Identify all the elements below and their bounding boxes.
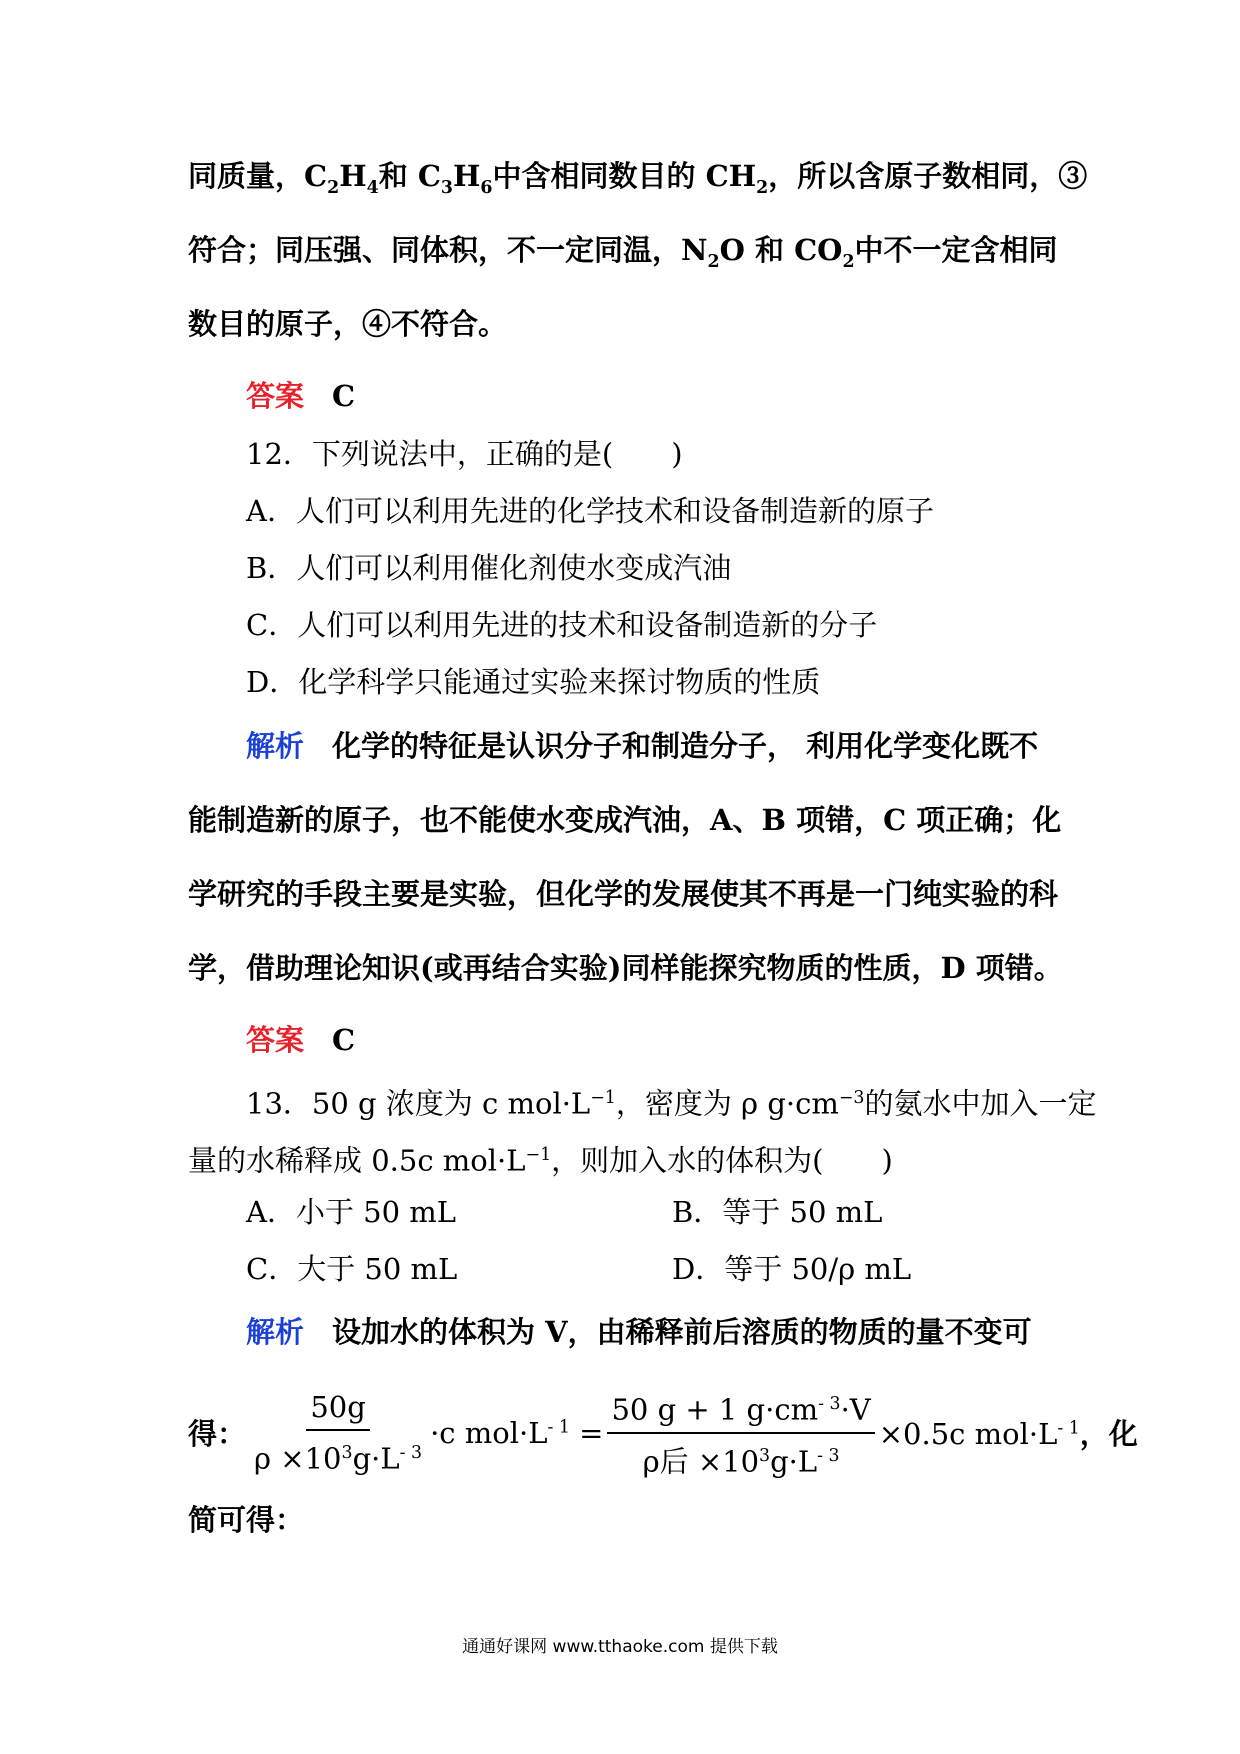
option-c: C．人们可以利用先进的技术和设备制造新的分子 xyxy=(246,608,878,642)
option-a: A．人们可以利用先进的化学技术和设备制造新的原子 xyxy=(246,494,934,528)
text-line: 数目的原子，④不符合。 xyxy=(188,307,508,341)
question-stem: 量的水稀释成 0.5c $mol\cdot L^{-1}$，则加入水的体积为( ) xyxy=(188,1143,893,1178)
answer-value: C xyxy=(332,1023,356,1057)
analysis-line: 学研究的手段主要是实验，但化学的发展使其不再是一门纯实验的科 xyxy=(188,877,1059,911)
footer: 通通好课网 www.tthaoke.com 提供下载 xyxy=(462,1637,778,1657)
analysis-label: 解析 xyxy=(246,1315,305,1349)
text-line: 符合；同压强、同体积，不一定同温，$N_2O$ 和 $CO_2$中不一定含相同 xyxy=(188,233,1058,272)
option-d: D．化学科学只能通过实验来探讨物质的性质 xyxy=(246,665,821,699)
analysis-line: 学，借助理论知识(或再结合实验)同样能探究物质的性质，D 项错。 xyxy=(188,951,1063,985)
answer-label: 答案 xyxy=(246,1023,305,1057)
analysis-line: 简可得： xyxy=(188,1503,305,1537)
option-d: D．等于 50/ρ mL xyxy=(672,1252,912,1286)
fraction-right: $\frac{50 g + 1 g\cdot cm^{- 3}\cdot V}{\rho 后 \times 10^3g\cdot L^{- 3}}$ xyxy=(607,1384,874,1481)
option-c: C．大于 50 mL xyxy=(246,1252,458,1286)
question-stem: 13．50 g 浓度为 c $mol\cdot L^{-1}$，密度为 ρ $g\cdot cm^{-3}$的氨水中加入一定 xyxy=(246,1086,1097,1121)
answer-line xyxy=(246,1020,355,1060)
answer-value: C xyxy=(332,379,356,413)
option-a: A．小于 50 mL xyxy=(246,1195,457,1229)
analysis-line: 解析 设加水的体积为 V，由稀释前后溶质的物质的量不变可 xyxy=(246,1315,1032,1349)
question-stem: 12．下列说法中，正确的是( ) xyxy=(246,437,683,471)
option-b: B．人们可以利用催化剂使水变成汽油 xyxy=(246,551,732,585)
answer-label: 答案 xyxy=(246,379,305,413)
formula: 得： $\frac{50g}{\rho \times 10^3g\cdot L^{- 3}}$ ·c $mol\cdot L^{- 1}$ = $\frac{50 g + 1 g\cdot cm^{- 3}\cdot V}{\rho 后 \times 10^3g\cdot L^{- 3}}$ ×0.5c $mol\cdot L^{- 1}$，化 xyxy=(188,1384,1138,1481)
answer-line xyxy=(246,376,355,416)
analysis-line: 解析 化学的特征是认识分子和制造分子， 利用化学变化既不 xyxy=(246,729,1039,763)
fraction-left: $\frac{50g}{\rho \times 10^3g\cdot L^{- 3}}$ xyxy=(250,1387,426,1479)
analysis-line: 能制造新的原子，也不能使水变成汽油，A、B 项错，C 项正确；化 xyxy=(188,803,1062,837)
text-line: 同质量，$C_2H_4$和 $C_3H_6$中含相同数目的 $CH_2$，所以含原子数相同，③ xyxy=(188,159,1088,198)
analysis-label: 解析 xyxy=(246,729,305,763)
option-b: B．等于 50 mL xyxy=(672,1195,883,1229)
